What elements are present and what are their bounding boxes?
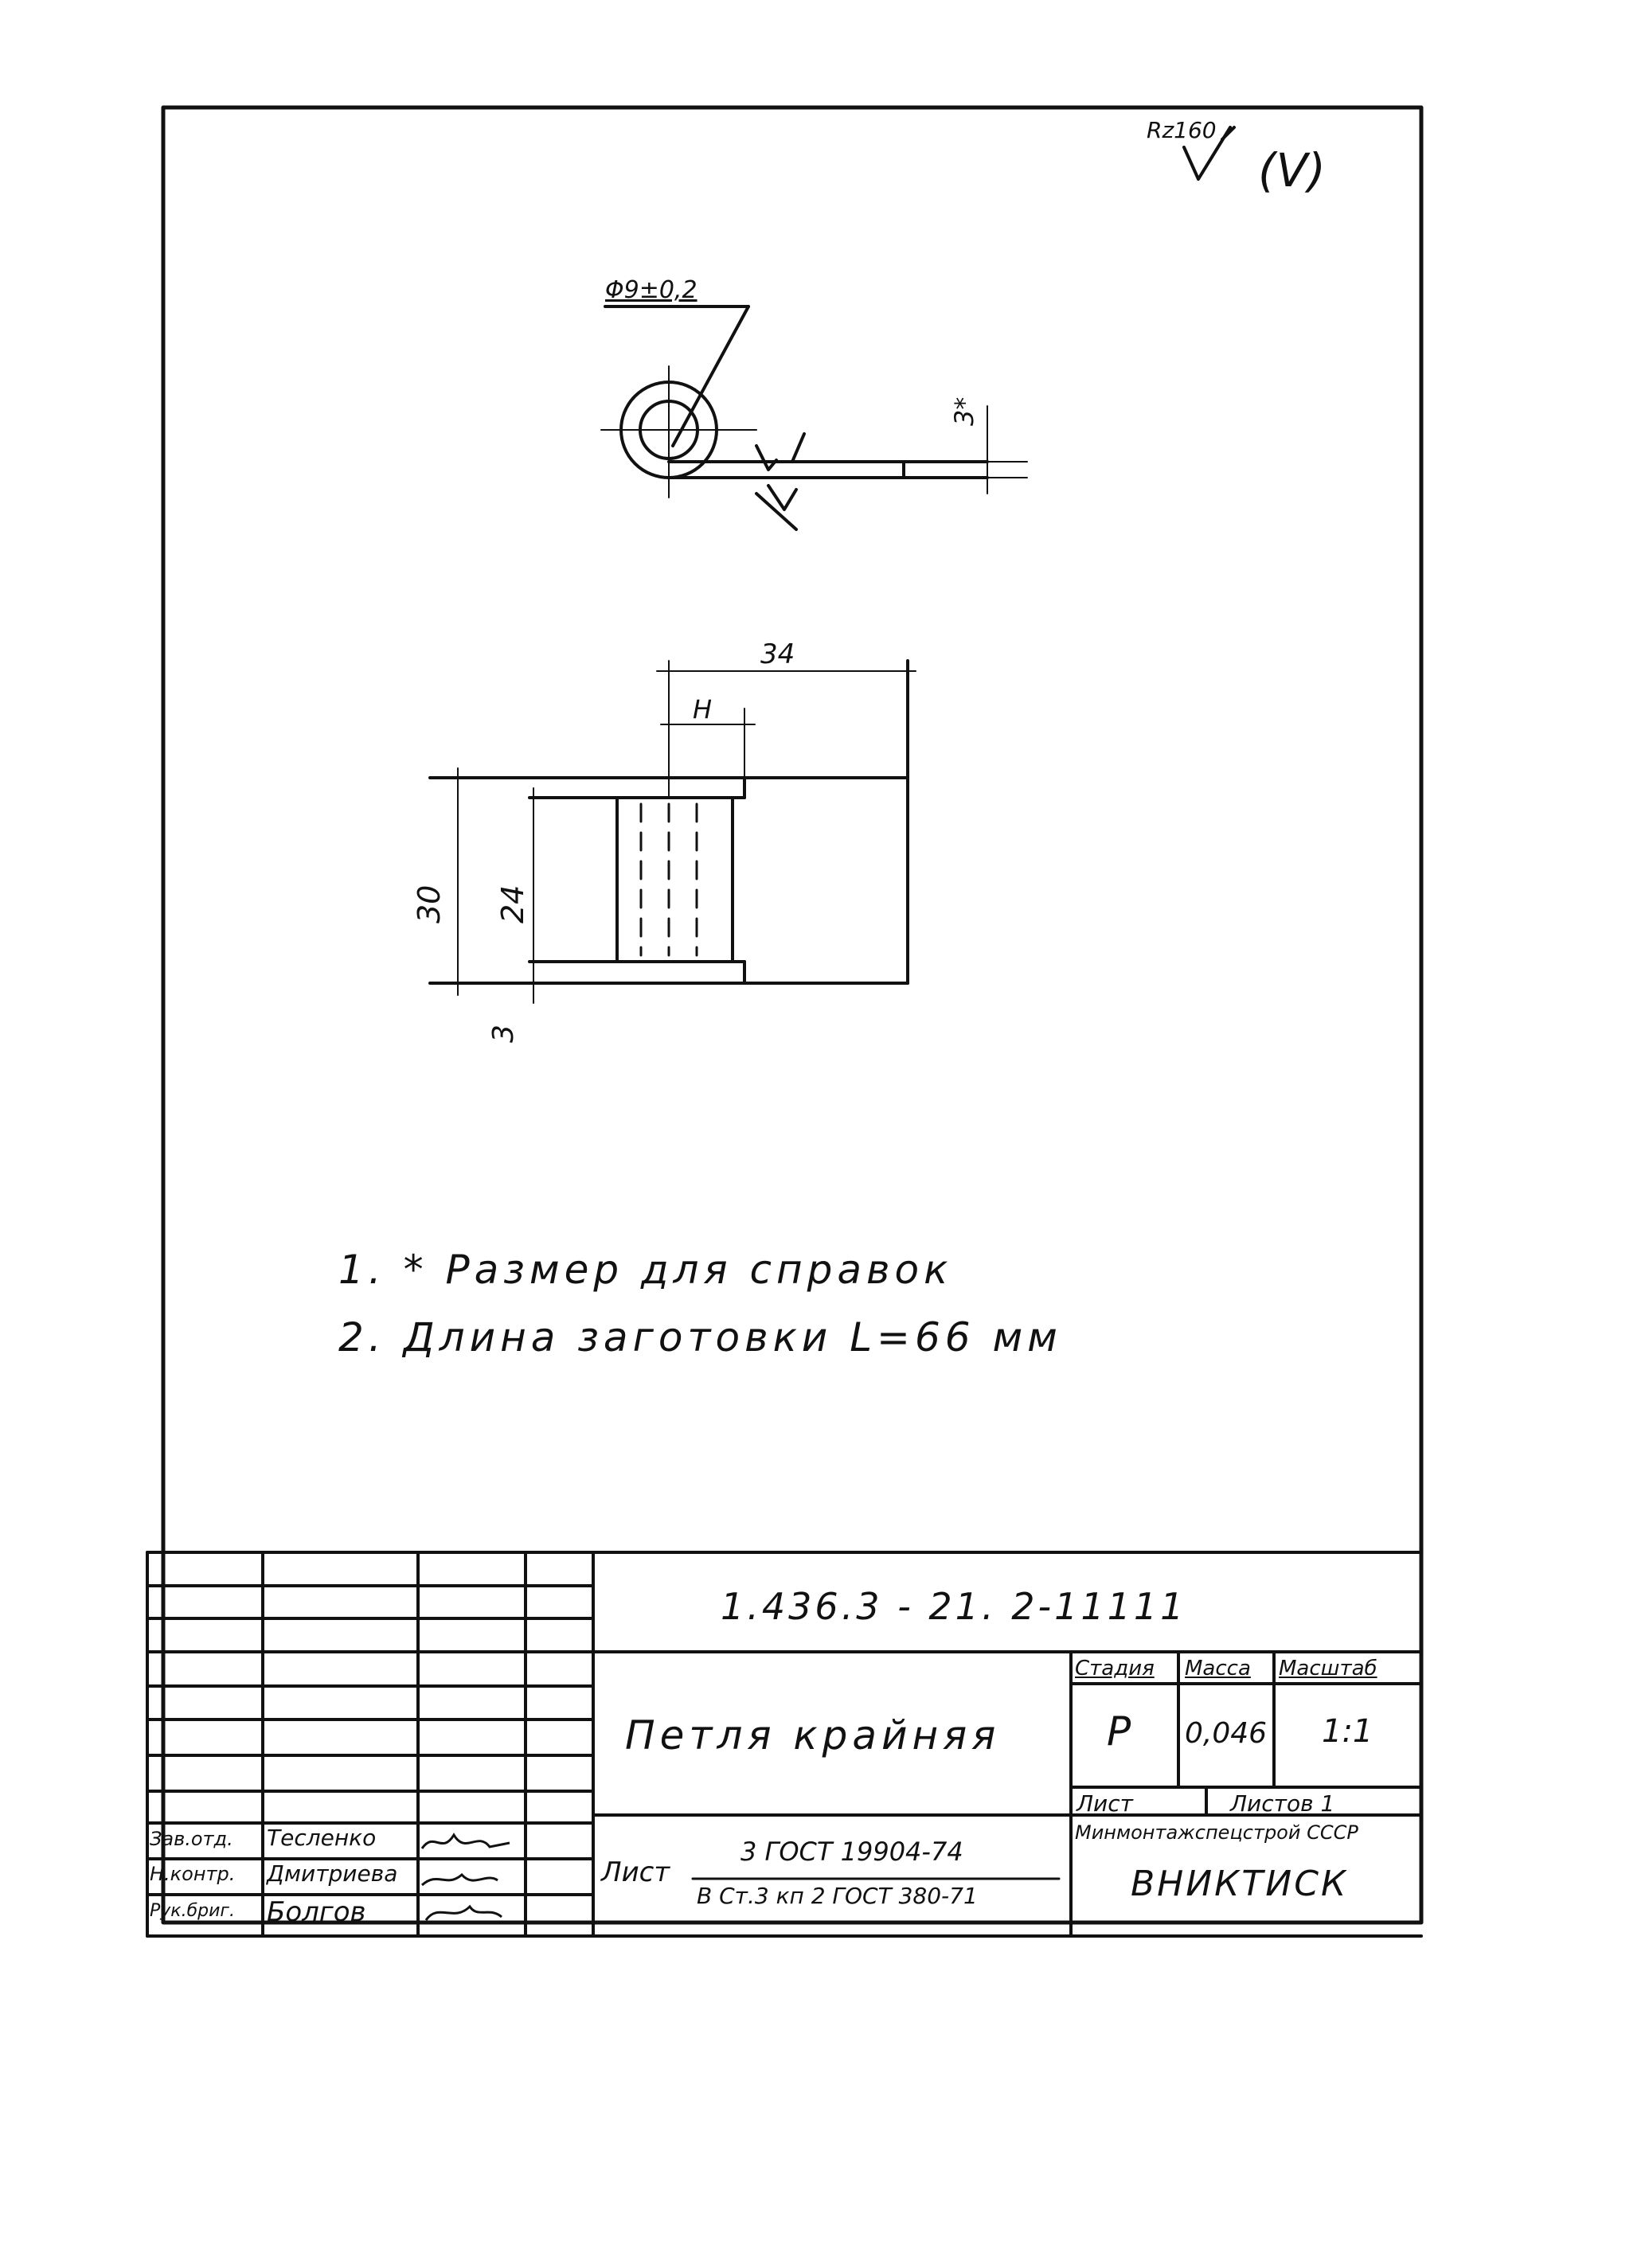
signer-role-3: Рук.бриг.: [150, 1901, 235, 1921]
offset-dimension: 3: [487, 1025, 520, 1043]
material-prefix: Лист: [601, 1856, 670, 1888]
material-bottom: В Ст.3 кп 2 ГОСТ 380-71: [697, 1883, 978, 1909]
outer-height-dimension: 30: [412, 884, 447, 923]
signer-role-2: Н.контр.: [150, 1863, 236, 1885]
material-top: 3 ГОСТ 19904-74: [740, 1837, 963, 1867]
sheets-label: Листов 1: [1230, 1790, 1335, 1817]
thickness-dimension: 3*: [949, 396, 979, 426]
organization-bottom: ВНИКТИСК: [1131, 1864, 1349, 1904]
length-dimension: 34: [760, 638, 795, 670]
signer-role-1: Зав.отд.: [150, 1828, 233, 1850]
scale-value: 1:1: [1322, 1713, 1374, 1750]
signature-3: [426, 1907, 502, 1920]
note-2: 2. Длина заготовки L=66 мм: [338, 1314, 1062, 1360]
part-name: Петля крайняя: [625, 1712, 1001, 1759]
mass-value: 0,046: [1185, 1717, 1268, 1750]
signer-name-2: Дмитриева: [267, 1860, 398, 1887]
diameter-dimension: Φ9±0,2: [605, 276, 698, 304]
signer-name-3: Болгов: [267, 1896, 366, 1928]
signature-2: [422, 1875, 498, 1885]
stage-value: Р: [1107, 1708, 1131, 1755]
signature-1: [422, 1835, 510, 1848]
header-mass: Масса: [1185, 1657, 1251, 1681]
sheet-label: Лист: [1077, 1790, 1133, 1817]
note-1: 1. * Размер для справок: [338, 1247, 953, 1293]
roughness-label: Rz160: [1147, 117, 1217, 143]
roughness-paren: (V): [1258, 143, 1326, 197]
document-code: 1.436.3 - 21. 2-11111: [721, 1585, 1187, 1628]
header-stage: Стадия: [1075, 1657, 1155, 1681]
h-dimension: H: [693, 694, 713, 724]
signer-name-1: Тесленко: [267, 1825, 377, 1851]
header-scale: Масштаб: [1279, 1657, 1377, 1681]
organization-top: Минмонтажспецстрой СССР: [1075, 1821, 1358, 1844]
inner-height-dimension: 24: [495, 884, 530, 923]
